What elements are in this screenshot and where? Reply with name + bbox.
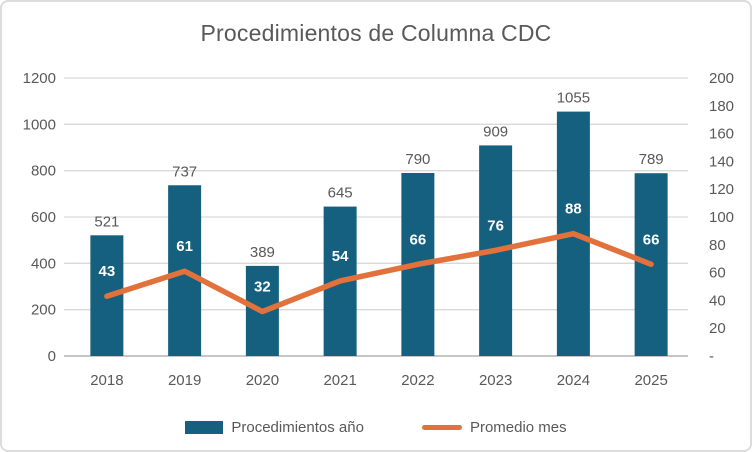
right-axis-tick-label: 180 [709,97,735,115]
line-value-label-2018: 43 [98,263,116,281]
x-axis-label-2024: 2024 [556,372,591,389]
line-value-label-2023: 76 [487,217,504,235]
line-value-label-2021: 54 [331,247,349,265]
right-axis-tick-label: 100 [709,209,735,226]
bar-value-label-2024: 1055 [556,89,591,107]
right-axis-tick-label: 200 [709,70,735,87]
x-axis-label-2019: 2019 [167,372,202,389]
right-axis-tick-label: 20 [709,320,726,338]
bar-value-label-2018: 521 [94,213,120,231]
line-value-label-2019: 61 [176,238,193,256]
legend-label-promedio: Promedio mes [469,419,567,436]
legend-swatch-line [422,425,462,430]
legend-swatch-bar [185,421,223,434]
left-axis-tick-label: 800 [30,162,56,180]
x-axis-label-2022: 2022 [401,372,435,389]
right-axis-tick-label: 80 [709,236,726,254]
bar-value-label-2022: 790 [405,150,431,168]
left-axis-tick-label: 1200 [22,70,56,87]
line-value-label-2025: 66 [642,231,660,249]
right-axis-tick-label: 140 [709,153,735,171]
line-value-label-2020: 32 [254,278,271,296]
left-axis-tick-label: 600 [30,209,56,226]
bar-value-label-2020: 389 [249,243,275,261]
x-axis-label-2020: 2020 [245,372,280,389]
line-value-label-2024: 88 [565,200,582,218]
right-axis-tick-label: 160 [709,125,735,143]
right-axis-tick-label: 120 [709,181,735,199]
x-axis-label-2025: 2025 [634,372,668,389]
left-axis-tick-label: 0 [47,348,56,365]
right-axis-tick-label: - [709,348,714,365]
left-axis-tick-label: 400 [30,255,56,273]
line-value-label-2022: 66 [409,231,427,249]
bar-value-label-2023: 909 [483,123,509,141]
right-axis-tick-label: 60 [709,264,726,282]
left-axis-tick-label: 1000 [22,116,56,134]
x-axis-label-2021: 2021 [323,372,357,389]
x-axis-label-2023: 2023 [478,372,513,389]
bar-value-label-2019: 737 [172,163,198,181]
legend-label-procedimientos: Procedimientos año [231,419,364,436]
bar-value-label-2025: 789 [638,151,664,169]
legend-item-procedimientos [185,419,364,436]
plot-area [2,2,752,452]
legend-item-promedio [422,419,567,436]
right-axis-tick-label: 40 [709,292,726,310]
left-axis-tick-label: 200 [30,301,56,319]
legend [2,419,750,436]
x-axis-label-2018: 2018 [90,372,124,389]
chart-title: Procedimientos de Columna CDC [200,20,552,46]
bar-value-label-2021: 645 [327,184,353,202]
